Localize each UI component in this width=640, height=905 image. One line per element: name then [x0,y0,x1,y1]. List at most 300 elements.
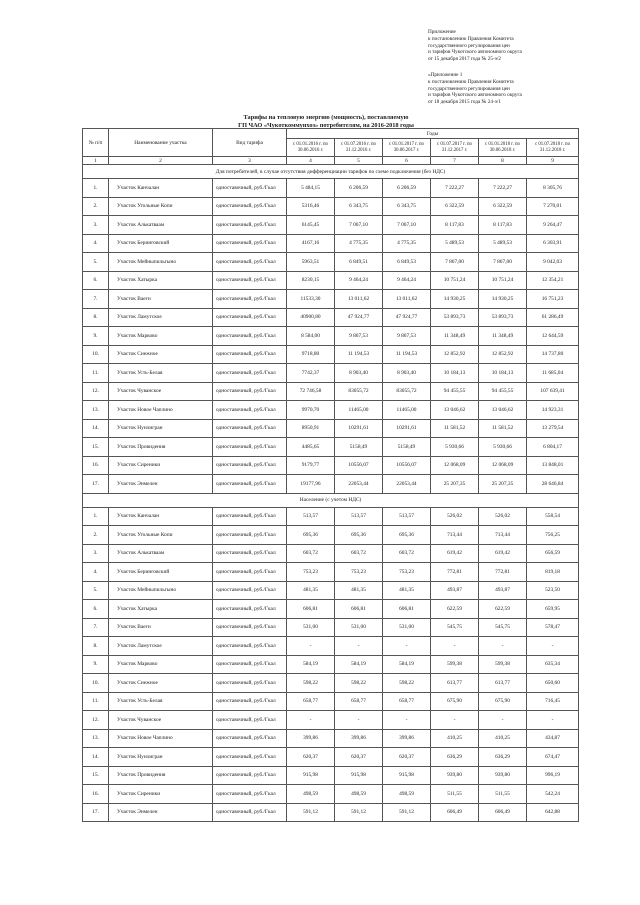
tariff-value: 558,54 [527,507,579,526]
section-header-row [83,493,579,507]
column-number: 9 [527,157,579,165]
tariff-value: 7 222,27 [479,179,527,198]
site-name: Участок Новое Чаплино [109,729,213,748]
table-row [83,419,579,438]
tariff-value: - [287,637,335,656]
site-name: Участок Нунлигран [109,419,213,438]
tariff-value: 531,00 [335,618,383,637]
tariff-value: 606,49 [479,803,527,822]
tariff-value: 7 067,10 [383,216,431,235]
table-row [83,655,579,674]
table-row [83,581,579,600]
tariff-value: 14 923,31 [527,401,579,420]
tariff-value: 61 286,49 [527,308,579,327]
tariff-value: 9 264,47 [527,216,579,235]
tariff-value: 47 924,77 [383,308,431,327]
tariff-type: одноставочный, руб./Гкал [213,711,287,730]
col-header-period: с 01.07.2018 г. по 31.12.2018 г. [527,139,579,157]
tariff-value: 11533,30 [287,290,335,309]
tariff-value: 6145,45 [287,216,335,235]
tariff-value: 606,49 [431,803,479,822]
tariff-value: 513,57 [335,507,383,526]
tariff-value: 498,59 [383,785,431,804]
tariff-value: 620,37 [287,748,335,767]
tariff-type: одноставочный, руб./Гкал [213,475,287,494]
tariff-value: 10291,61 [335,419,383,438]
tariff-value: 14 930,25 [431,290,479,309]
tariff-value: 481,35 [335,581,383,600]
table-row [83,364,579,383]
tariff-value: 11 581,52 [479,419,527,438]
tariff-value: - [287,711,335,730]
tariff-value: 8 584,00 [287,327,335,346]
tariff-type: одноставочный, руб./Гкал [213,618,287,637]
tariff-value: 9718,80 [287,345,335,364]
tariff-value: 12 068,09 [479,456,527,475]
tariff-value: 511,55 [431,785,479,804]
tariff-value: 11 348,49 [431,327,479,346]
tariff-value: 915,98 [383,766,431,785]
table-row [83,618,579,637]
tariff-value: 915,98 [287,766,335,785]
tariff-value: 606,81 [335,600,383,619]
site-name: Участок Провидения [109,766,213,785]
table-row [83,327,579,346]
table-row [83,803,579,822]
tariff-type: одноставочный, руб./Гкал [213,382,287,401]
site-name: Участок Марково [109,655,213,674]
tariff-value: 619,42 [479,544,527,563]
tariff-value: 526,02 [479,507,527,526]
tariff-value: 5963,51 [287,253,335,272]
header-line: к постановлению Правления Комитета [428,35,514,42]
tariff-value: 6 322,59 [479,197,527,216]
title-line-1: Тарифы на тепловую энергию (мощность), поставляемую [243,114,409,121]
table-row [83,290,579,309]
tariff-value: 7 222,27 [431,179,479,198]
tariff-type: одноставочный, руб./Гкал [213,544,287,563]
tariff-value: 753,23 [335,563,383,582]
tariff-value: 642,88 [527,803,579,822]
tariff-type: одноставочный, руб./Гкал [213,655,287,674]
tariff-value: 584,19 [383,655,431,674]
row-number: 9. [83,655,109,674]
column-number: 7 [431,157,479,165]
tariff-value: 399,86 [383,729,431,748]
column-number: 5 [335,157,383,165]
row-number: 13. [83,401,109,420]
header-line: к постановлению Правления Комитета [428,78,514,85]
tariff-value: 531,00 [287,618,335,637]
col-header-years: Годы [287,129,579,139]
tariff-value: 620,37 [383,748,431,767]
site-name: Участок Канчалан [109,179,213,198]
tariff-value: 12 852,92 [431,345,479,364]
tariff-value: 599,38 [479,655,527,674]
tariff-value: 47 924,77 [335,308,383,327]
site-name: Участок Чуванское [109,382,213,401]
tariff-type: одноставочный, руб./Гкал [213,674,287,693]
header-line: от 15 декабря 2017 года № 25-э/2 [428,56,501,63]
site-name: Участок Канчалан [109,507,213,526]
tariff-value: 598,22 [287,674,335,693]
tariff-value: 531,00 [383,618,431,637]
row-number: 2. [83,526,109,545]
header-line: от 18 декабря 2015 года № 24-э/1 [428,99,501,106]
tariff-type: одноставочный, руб./Гкал [213,327,287,346]
row-number: 6. [83,600,109,619]
table-row [83,526,579,545]
tariff-value: 28 646,84 [527,475,579,494]
row-number: 3. [83,216,109,235]
tariff-value: 22053,44 [383,475,431,494]
tariff-value: 606,81 [383,600,431,619]
tariff-value: 5316,46 [287,197,335,216]
tariff-value: 399,86 [335,729,383,748]
column-number-row [83,157,579,165]
tariff-value: 12 068,09 [431,456,479,475]
row-number: 10. [83,674,109,693]
table-row [83,197,579,216]
tariff-value: 8230,15 [287,271,335,290]
tariff-value: 14 737,80 [527,345,579,364]
tariff-value: 410,25 [479,729,527,748]
tariff-value: 12 354,21 [527,271,579,290]
tariff-value: 498,59 [335,785,383,804]
site-name: Участок Хатырка [109,600,213,619]
tariff-value: 10 184,13 [479,364,527,383]
tariff-value: 513,57 [287,507,335,526]
site-name: Участок Ваеги [109,290,213,309]
site-name: Участок Энмелен [109,803,213,822]
site-name: Участок Угольные Копи [109,526,213,545]
tariff-value: 598,22 [335,674,383,693]
table-row [83,438,579,457]
site-name: Участок Сиреники [109,456,213,475]
row-number: 15. [83,766,109,785]
header-line: и тарифов Чукотского автономного округа [428,49,522,56]
tariff-value: 6 322,59 [431,197,479,216]
tariff-value: 10 751,24 [479,271,527,290]
row-number: 17. [83,803,109,822]
tariff-value: 13 279,54 [527,419,579,438]
tariff-value: 94 455,55 [479,382,527,401]
tariff-value: 10556,07 [383,456,431,475]
tariff-value: 603,72 [383,544,431,563]
tariff-value: 542,24 [527,785,579,804]
tariff-value: 603,72 [335,544,383,563]
tariff-type: одноставочный, руб./Гкал [213,729,287,748]
tariff-type: одноставочный, руб./Гкал [213,216,287,235]
tariff-value: - [527,637,579,656]
tariff-type: одноставочный, руб./Гкал [213,438,287,457]
tariff-type: одноставочный, руб./Гкал [213,179,287,198]
tariff-value: 591,12 [383,803,431,822]
tariff-value: - [335,711,383,730]
tariff-value: 410,25 [431,729,479,748]
tariff-type: одноставочный, руб./Гкал [213,507,287,526]
tariff-value: 25 207,35 [479,475,527,494]
site-name: Участок Провидения [109,438,213,457]
tariff-value: 7742,37 [287,364,335,383]
tariff-value: 13 011,62 [383,290,431,309]
tariff-value: 7 270,01 [527,197,579,216]
site-name: Участок Новое Чаплино [109,401,213,420]
tariff-value: 753,23 [383,563,431,582]
table-row [83,345,579,364]
site-name: Участок Угольные Копи [109,197,213,216]
tariff-value: 695,36 [383,526,431,545]
tariff-value: 5 489,53 [431,234,479,253]
tariff-type: одноставочный, руб./Гкал [213,456,287,475]
column-number: 3 [213,157,287,165]
table-row [83,692,579,711]
row-number: 14. [83,419,109,438]
row-number: 5. [83,253,109,272]
header-line: государственного регулирования цен [428,85,510,92]
row-number: 11. [83,692,109,711]
row-number: 17. [83,475,109,494]
tariff-type: одноставочный, руб./Гкал [213,766,287,785]
tariff-value: 399,86 [287,729,335,748]
tariff-type: одноставочный, руб./Гкал [213,401,287,420]
tariff-type: одноставочный, руб./Гкал [213,345,287,364]
tariff-value: 591,12 [335,803,383,822]
table-row [83,729,579,748]
tariff-value: 659,95 [527,600,579,619]
tariff-value: 658,77 [383,692,431,711]
table-row [83,271,579,290]
tariff-type: одноставочный, руб./Гкал [213,364,287,383]
tariff-type: одноставочный, руб./Гкал [213,197,287,216]
section-title: Для потребителей, в случае отсутствия дифференциации тарифов по схеме подключения (без НДС) [83,165,579,179]
column-number: 4 [287,157,335,165]
tariff-value: 511,55 [479,785,527,804]
header-line: Приложение [428,29,456,35]
tariff-value: 7 067,10 [335,216,383,235]
tariff-value: 613,77 [431,674,479,693]
tariff-value: 6 206,59 [335,179,383,198]
site-name: Участок Мейныпильгыно [109,581,213,600]
site-name: Участок Снежное [109,345,213,364]
section-header-row [83,165,579,179]
tariff-value: 10556,07 [335,456,383,475]
tariff-value: 756,25 [527,526,579,545]
tariff-value: 53 893,73 [479,308,527,327]
column-number: 8 [479,157,527,165]
tariff-value: - [383,711,431,730]
tariff-value: 14 930,25 [479,290,527,309]
tariff-value: 591,12 [287,803,335,822]
row-number: 12. [83,382,109,401]
tariff-value: 584,19 [335,655,383,674]
tariff-value: 8 117,83 [479,216,527,235]
tariff-value: 11 348,49 [479,327,527,346]
tariff-value: 675,90 [479,692,527,711]
site-name: Участок Марково [109,327,213,346]
header-line: и тарифов Чукотского автономного округа [428,92,522,99]
tariff-value: 7 867,00 [431,253,479,272]
row-number: 14. [83,748,109,767]
tariff-value: 650,60 [527,674,579,693]
col-header-period: с 01.01.2017 г. по 30.06.2017 г. [383,139,431,157]
tariff-value: 622,59 [479,600,527,619]
tariff-value: 481,35 [383,581,431,600]
row-number: 15. [83,438,109,457]
tariff-value: 939,80 [479,766,527,785]
tariff-value: 4 775,35 [383,234,431,253]
tariff-value: 94 455,55 [431,382,479,401]
table-row [83,637,579,656]
table-row [83,253,579,272]
table-row [83,401,579,420]
tariff-value: 939,80 [431,766,479,785]
site-name: Участок Сиреники [109,785,213,804]
tariff-value: 9 464,24 [335,271,383,290]
tariff-value: 498,59 [287,785,335,804]
column-number: 2 [109,157,213,165]
tariff-value: - [479,711,527,730]
column-number: 1 [83,157,109,165]
tariff-value: 5 484,15 [287,179,335,198]
row-number: 1. [83,507,109,526]
row-number: 9. [83,327,109,346]
tariff-table [82,128,579,822]
table-row [83,234,579,253]
tariff-value: 599,38 [431,655,479,674]
tariff-value: 523,50 [527,581,579,600]
table-row [83,475,579,494]
tariff-value: 658,77 [287,692,335,711]
tariff-value: 9 867,53 [335,327,383,346]
tariff-value: 603,72 [287,544,335,563]
tariff-value: 493,87 [479,581,527,600]
tariff-value: 16 751,23 [527,290,579,309]
row-number: 12. [83,711,109,730]
row-number: 10. [83,345,109,364]
tariff-value: 622,59 [431,600,479,619]
tariff-type: одноставочный, руб./Гкал [213,581,287,600]
tariff-value: 619,42 [431,544,479,563]
site-name: Участок Чуванское [109,711,213,730]
tariff-value: 713,44 [431,526,479,545]
tariff-value: 6 206,59 [383,179,431,198]
col-header-site: Наименование участка [109,129,213,157]
table-row [83,748,579,767]
tariff-value: 578,47 [527,618,579,637]
table-row [83,544,579,563]
site-name: Участок Ламутское [109,637,213,656]
tariff-value: 636,29 [431,748,479,767]
tariff-value: 635,34 [527,655,579,674]
tariff-value: 19177,96 [287,475,335,494]
site-name: Участок Алькатваам [109,216,213,235]
tariff-value: 493,87 [431,581,479,600]
tariff-value: 13 046,62 [479,401,527,420]
tariff-value: 22053,44 [335,475,383,494]
tariff-value: 434,87 [527,729,579,748]
tariff-value: 772,81 [431,563,479,582]
tariff-value: 9 867,53 [383,327,431,346]
tariff-value: 716,45 [527,692,579,711]
tariff-value: 545,75 [479,618,527,637]
col-header-number: № п/п [83,129,109,157]
tariff-value: - [431,637,479,656]
tariff-value: 4167,16 [287,234,335,253]
tariff-value: 11 194,53 [335,345,383,364]
tariff-value: 636,29 [479,748,527,767]
tariff-value: 675,90 [431,692,479,711]
col-header-period: с 01.07.2017 г. по 31.12.2017 г. [431,139,479,157]
tariff-value: 8 903,40 [335,364,383,383]
tariff-value: 9179,77 [287,456,335,475]
site-name: Участок Ламутское [109,308,213,327]
table-row [83,785,579,804]
tariff-type: одноставочный, руб./Гкал [213,290,287,309]
tariff-value: 6 849,51 [335,253,383,272]
tariff-type: одноставочный, руб./Гкал [213,526,287,545]
tariff-value: 8 305,76 [527,179,579,198]
table-row [83,507,579,526]
tariff-value: 40900,80 [287,308,335,327]
row-number: 8. [83,308,109,327]
tariff-value: 526,02 [431,507,479,526]
tariff-value: 12 644,59 [527,327,579,346]
tariff-value: 5 930,66 [479,438,527,457]
row-number: 6. [83,271,109,290]
tariff-value: - [479,637,527,656]
tariff-value: 5 489,53 [479,234,527,253]
site-name: Участок Беринговский [109,563,213,582]
tariff-value: 11465,00 [383,401,431,420]
column-number: 6 [383,157,431,165]
tariff-value: 10291,61 [383,419,431,438]
tariff-value: 107 639,41 [527,382,579,401]
tariff-type: одноставочный, руб./Гкал [213,785,287,804]
tariff-value: 8 117,83 [431,216,479,235]
tariff-type: одноставочный, руб./Гкал [213,419,287,438]
tariff-value: - [527,711,579,730]
tariff-value: 7 867,00 [479,253,527,272]
tariff-value: - [431,711,479,730]
tariff-value: 613,77 [479,674,527,693]
tariff-value: 11 194,53 [383,345,431,364]
header-line: «Приложение 1 [428,72,463,78]
row-number: 7. [83,618,109,637]
site-name: Участок Энмелен [109,475,213,494]
tariff-value: 620,37 [335,748,383,767]
tariff-value: 11465,00 [335,401,383,420]
tariff-value: 72 746,58 [287,382,335,401]
tariff-value: 713,44 [479,526,527,545]
tariff-value: 513,57 [383,507,431,526]
tariff-value: 9 464,24 [383,271,431,290]
tariff-value: 8 903,40 [383,364,431,383]
row-number: 5. [83,581,109,600]
tariff-value: 481,35 [287,581,335,600]
tariff-value: 753,23 [287,563,335,582]
row-number: 4. [83,563,109,582]
table-row [83,308,579,327]
tariff-value: 12 852,92 [479,345,527,364]
table-row [83,179,579,198]
row-number: 7. [83,290,109,309]
row-number: 16. [83,456,109,475]
tariff-value: 25 207,35 [431,475,479,494]
col-header-tariff-type: Вид тарифа [213,129,287,157]
tariff-type: одноставочный, руб./Гкал [213,637,287,656]
tariff-value: 11 581,52 [431,419,479,438]
